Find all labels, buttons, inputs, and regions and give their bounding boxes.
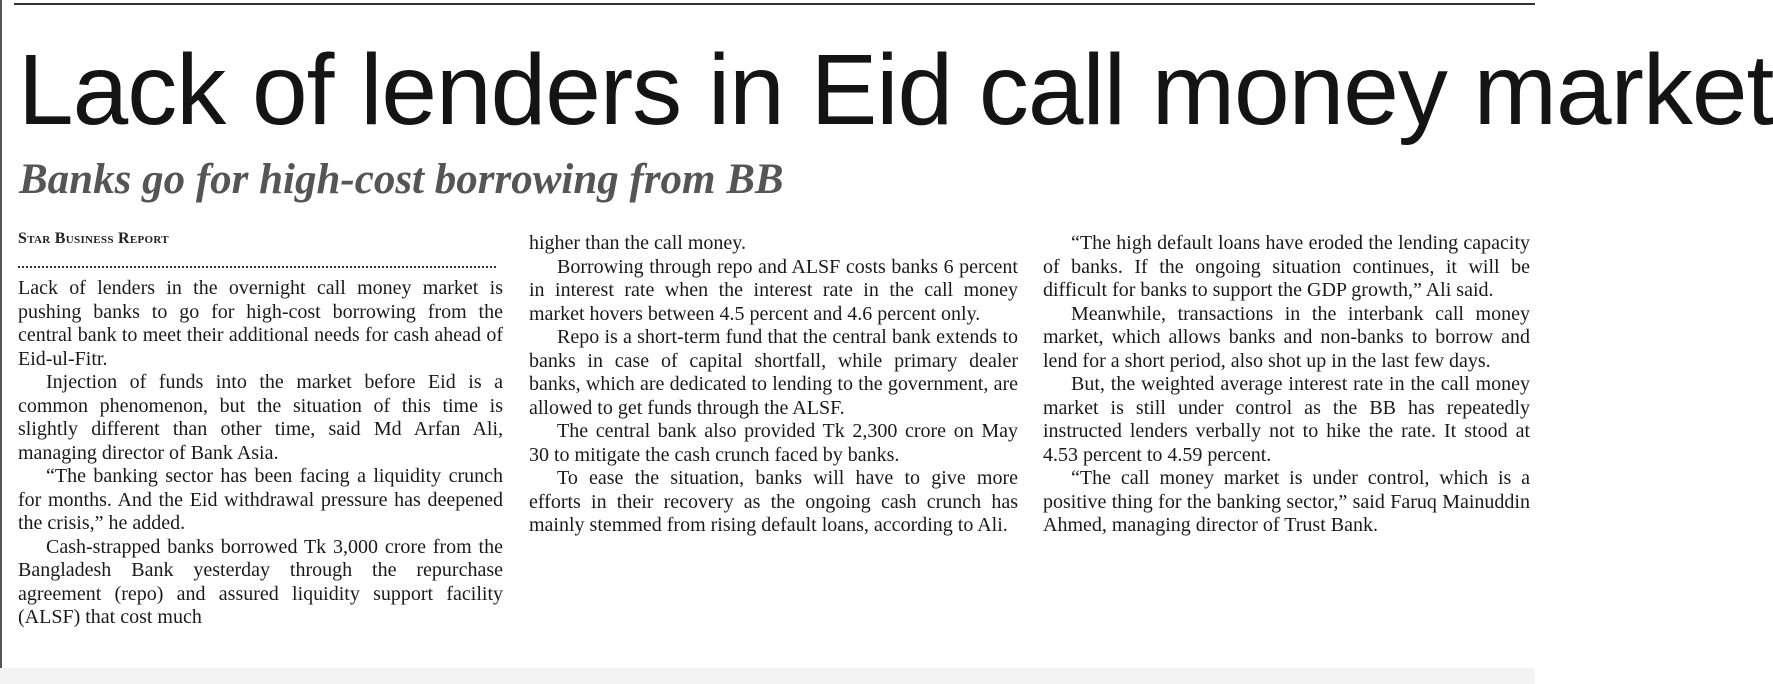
top-rule [14, 3, 1535, 5]
paragraph: Repo is a short-term fund that the central bank extends to banks in case of capital shortfall, while primary dealer banks, which are dedicated to lending to the government, are allowed to get funds through the ALSF. [529, 326, 1018, 419]
paragraph: “The call money market is under control, which is a positive thing for the banking sector,” said Faruq Mainuddin Ahmed, managing director of Trust Bank. [1043, 467, 1530, 536]
paragraph: Meanwhile, transactions in the interbank call money market, which allows banks and non-banks to borrow and lend for a short period, also shot up in the last few days. [1043, 302, 1530, 372]
paragraph: To ease the situation, banks will have to give more efforts in their recovery as the ongoing cash crunch has mainly stemmed from rising default loans, according to Ali. [529, 467, 1018, 536]
byline: Star Business Report [18, 230, 169, 247]
article-column-1 [18, 277, 503, 630]
paragraph: The central bank also provided Tk 2,300 crore on May 30 to mitigate the cash crunch faced by banks. [529, 420, 1018, 466]
paragraph: But, the weighted average interest rate in the call money market is still under control as the BB has repeatedly instructed lenders verbally not to hike the rate. It stood at 4.53 percent to 4.59 percent. [1043, 373, 1530, 466]
paragraph: “The banking sector has been facing a liquidity crunch for months. And the Eid withdrawal pressure has deepened the crisis,” he added. [18, 465, 503, 534]
article-column-2 [529, 232, 1018, 538]
article-column-3 [1043, 232, 1530, 538]
byline-dotted-rule [18, 266, 496, 268]
paragraph: higher than the call money. [529, 232, 746, 254]
paragraph: Lack of lenders in the overnight call money market is pushing banks to go for high-cost borrowing from the central bank to meet their additional needs for cash ahead of Eid-ul-Fitr. [18, 277, 503, 370]
paragraph: Cash-strapped banks borrowed Tk 3,000 crore from the Bangladesh Bank yesterday through the repurchase agreement (repo) and assured liquidity support facility (ALSF) that cost much [18, 535, 503, 628]
headline: Lack of lenders in Eid call money market [18, 34, 1773, 146]
page-bottom-band [0, 668, 1535, 684]
subheadline: Banks go for high-cost borrowing from BB [19, 156, 784, 203]
paragraph: “The high default loans have eroded the lending capacity of banks. If the ongoing situation continues, it will be difficult for banks to support the GDP growth,” Ali said. [1043, 232, 1530, 301]
paragraph: Borrowing through repo and ALSF costs banks 6 percent in interest rate when the interest rate in the call money market hovers between 4.5 percent and 4.6 percent only. [529, 255, 1018, 325]
left-margin-rule [0, 0, 2, 684]
paragraph: Injection of funds into the market before Eid is a common phenomenon, but the situation of this time is slightly different than other time, said Md Arfan Ali, managing director of Bank Asia. [18, 371, 503, 464]
